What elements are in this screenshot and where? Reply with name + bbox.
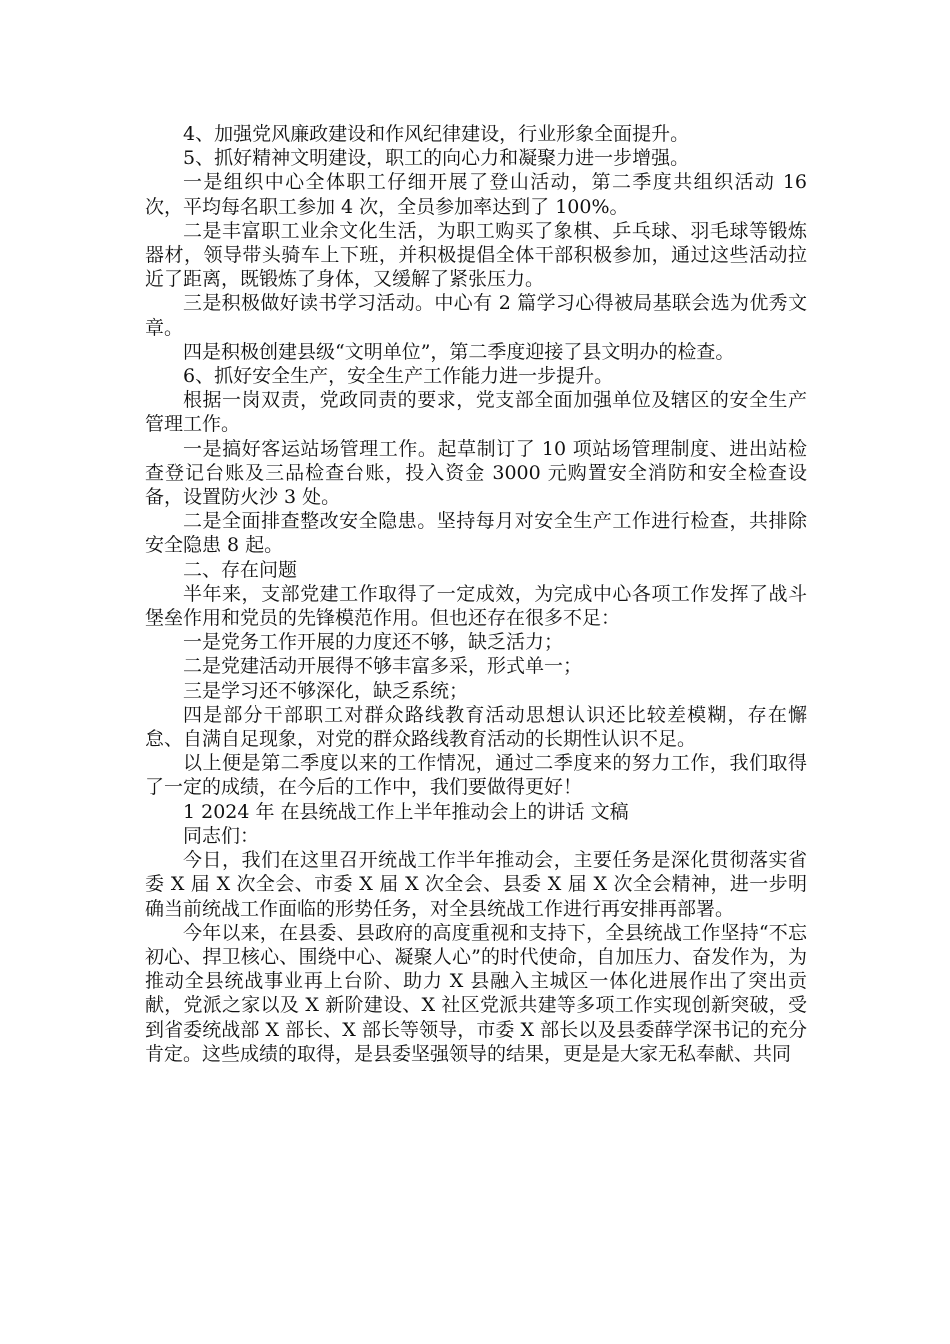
paragraph: 一是党务工作开展的力度还不够，缺乏活力； bbox=[183, 631, 564, 654]
paragraph: 半年来，支部党建工作取得了一定成效，为完成中心各项工作发挥了战斗堡垒作用和党员的先锋模范作用。但也还存在很多不足： bbox=[145, 582, 807, 630]
paragraph: 三是积极做好读书学习活动。中心有 2 篇学习心得被局基联会选为优秀文章。 bbox=[145, 292, 807, 339]
paragraph: 根据一岗双责，党政同责的要求，党支部全面加强单位及辖区的安全生产管理工作。 bbox=[145, 389, 807, 436]
paragraph: 三是学习还不够深化，缺乏系统； bbox=[183, 679, 469, 702]
paragraph: 以上便是第二季度以来的工作情况，通过二季度来的努力工作，我们取得了一定的成绩，在今后的工作中，我们要做得更好！ bbox=[145, 752, 807, 799]
section-heading: 二、存在问题 bbox=[183, 558, 298, 581]
paragraph: 四是部分干部职工对群众路线教育活动思想认识还比较差模糊，存在懈怠、自满自足现象，对党的群众路线教育活动的长期性认识不足。 bbox=[145, 703, 807, 751]
paragraph: 二是党建活动开展得不够丰富多采，形式单一； bbox=[183, 655, 583, 678]
salutation: 同志们： bbox=[183, 824, 260, 847]
paragraph: 二是丰富职工业余文化生活，为职工购买了象棋、乒乓球、羽毛球等锻炼器材，领导带头骑车上下班，并积极提倡全体干部积极参加，通过这些活动拉近了距离，既锻炼了身体，又缓解了紧张压力。 bbox=[145, 219, 807, 291]
paragraph: 今日，我们在这里召开统战工作半年推动会，主要任务是深化贯彻落实省委 X 届 X 次全会、市委 X 届 X 次全会、县委 X 届 X 次全会精神，进一步明确当前统战工作面临的形势任务，对全县统战工作进行再安排再部署。 bbox=[145, 849, 807, 920]
paragraph: 四是积极创建县级“文明单位”，第二季度迎接了县文明办的检查。 bbox=[183, 340, 735, 363]
document-body bbox=[145, 122, 807, 1066]
paragraph: 今年以来，在县委、县政府的高度重视和支持下，全县统战工作坚持“不忘初心、捍卫核心、围绕中心、凝聚人心”的时代使命，自加压力、奋发作为，为推动全县统战事业再上台阶、助力 X 县融入主城区一体化进展作出了突出贡献，党派之家以及 X 新阶建设、X 社区党派共建等多项工作实现创新突破，受到省委统战部 X 部长、X 部长等领导，市委 X 部长以及县委薛学深书记的充分肯定。这些成绩的取得，是县委坚强领导的结果，更是是大家无私奉献、共同 bbox=[145, 921, 807, 1065]
paragraph: 一是组织中心全体职工仔细开展了登山活动，第二季度共组织活动 16 次，平均每名职工参加 4 次，全员参加率达到了 100%。 bbox=[145, 171, 807, 218]
speech-title: 1 2024 年 在县统战工作上半年推动会上的讲话 文稿 bbox=[183, 800, 629, 823]
paragraph: 一是搞好客运站场管理工作。起草制订了 10 项站场管理制度、进出站检查登记台账及三品检查台账，投入资金 3000 元购置安全消防和安全检查设备，设置防火沙 3 处。 bbox=[145, 437, 807, 509]
paragraph: 二是全面排查整改安全隐患。坚持每月对安全生产工作进行检查，共排除安全隐患 8 起。 bbox=[145, 510, 807, 557]
paragraph: 5、抓好精神文明建设，职工的向心力和凝聚力进一步增强。 bbox=[183, 147, 690, 170]
paragraph: 6、抓好安全生产，安全生产工作能力进一步提升。 bbox=[183, 365, 614, 388]
paragraph: 4、加强党风廉政建设和作风纪律建设，行业形象全面提升。 bbox=[183, 123, 690, 145]
